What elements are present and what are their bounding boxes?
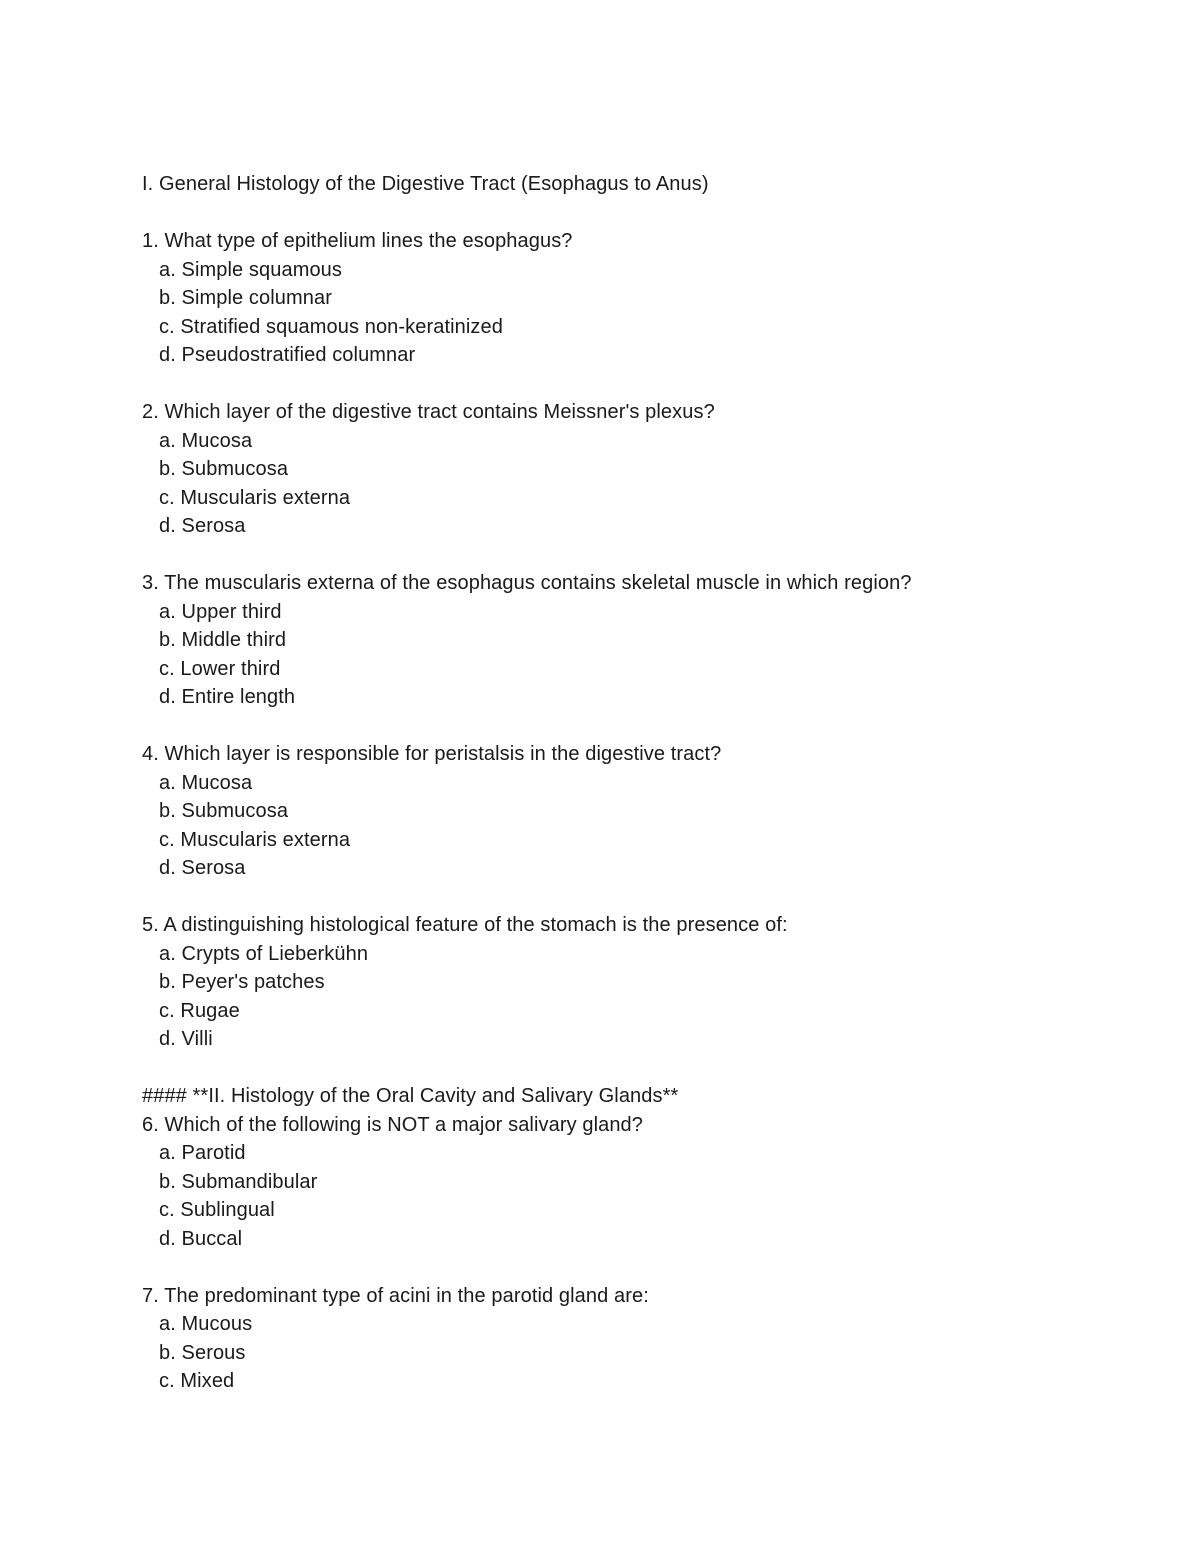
question-text: 2. Which layer of the digestive tract contains Meissner's plexus? xyxy=(142,401,715,423)
spacer xyxy=(142,370,1102,399)
section-heading-1: I. General Histology of the Digestive Tract (Esophagus to Anus) xyxy=(142,173,709,195)
option-c: c. Muscularis externa xyxy=(159,828,351,851)
question-text: 1. What type of epithelium lines the esophagus? xyxy=(142,230,573,252)
question-text: 4. Which layer is responsible for peristalsis in the digestive tract? xyxy=(142,743,722,765)
option-b: b. Submucosa xyxy=(159,800,289,822)
question-1 xyxy=(142,227,1102,370)
option-b: b. Serous xyxy=(159,1341,246,1364)
option-d: d. Pseudostratified columnar xyxy=(159,344,416,366)
section-heading-2: #### **II. Histology of the Oral Cavity and Salivary Glands** xyxy=(142,1085,679,1107)
option-b: b. Submucosa xyxy=(159,458,289,480)
spacer xyxy=(142,712,1102,741)
option-c: c. Lower third xyxy=(159,657,281,680)
option-d: d. Villi xyxy=(159,1028,213,1050)
question-text: 3. The muscularis externa of the esophagus contains skeletal muscle in which region? xyxy=(142,572,912,594)
spacer xyxy=(142,199,1102,228)
option-c: c. Mixed xyxy=(159,1370,235,1392)
option-c: c. Sublingual xyxy=(159,1199,275,1221)
question-5 xyxy=(142,911,1102,1054)
option-c: c. Rugae xyxy=(159,999,240,1022)
option-a: a. Mucous xyxy=(159,1313,253,1335)
question-3 xyxy=(142,569,1102,712)
option-d: d. Serosa xyxy=(159,857,246,879)
option-b: b. Submandibular xyxy=(159,1170,318,1193)
option-d: d. Serosa xyxy=(159,515,246,537)
option-a: a. Upper third xyxy=(159,600,282,623)
option-d: d. Entire length xyxy=(159,686,296,708)
option-a: a. Mucosa xyxy=(159,429,253,452)
spacer xyxy=(142,1253,1102,1282)
document-content xyxy=(142,170,1102,1396)
question-7 xyxy=(142,1282,1102,1396)
option-b: b. Peyer's patches xyxy=(159,971,325,993)
question-2 xyxy=(142,398,1102,541)
question-text: 5. A distinguishing histological feature of the stomach is the presence of: xyxy=(142,914,788,936)
option-a: a. Simple squamous xyxy=(159,258,343,281)
option-c: c. Stratified squamous non-keratinized xyxy=(159,315,503,338)
question-4 xyxy=(142,740,1102,883)
option-d: d. Buccal xyxy=(159,1227,243,1250)
question-text: 7. The predominant type of acini in the parotid gland are: xyxy=(142,1284,649,1307)
spacer xyxy=(142,541,1102,570)
option-a: a. Mucosa xyxy=(159,771,253,794)
option-b: b. Middle third xyxy=(159,629,287,651)
spacer xyxy=(142,883,1102,912)
option-a: a. Parotid xyxy=(159,1142,246,1164)
spacer xyxy=(142,1054,1102,1083)
question-6 xyxy=(142,1111,1102,1254)
option-a: a. Crypts of Lieberkühn xyxy=(159,942,369,965)
question-text: 6. Which of the following is NOT a major salivary gland? xyxy=(142,1113,643,1136)
option-c: c. Muscularis externa xyxy=(159,486,351,509)
option-b: b. Simple columnar xyxy=(159,287,332,309)
